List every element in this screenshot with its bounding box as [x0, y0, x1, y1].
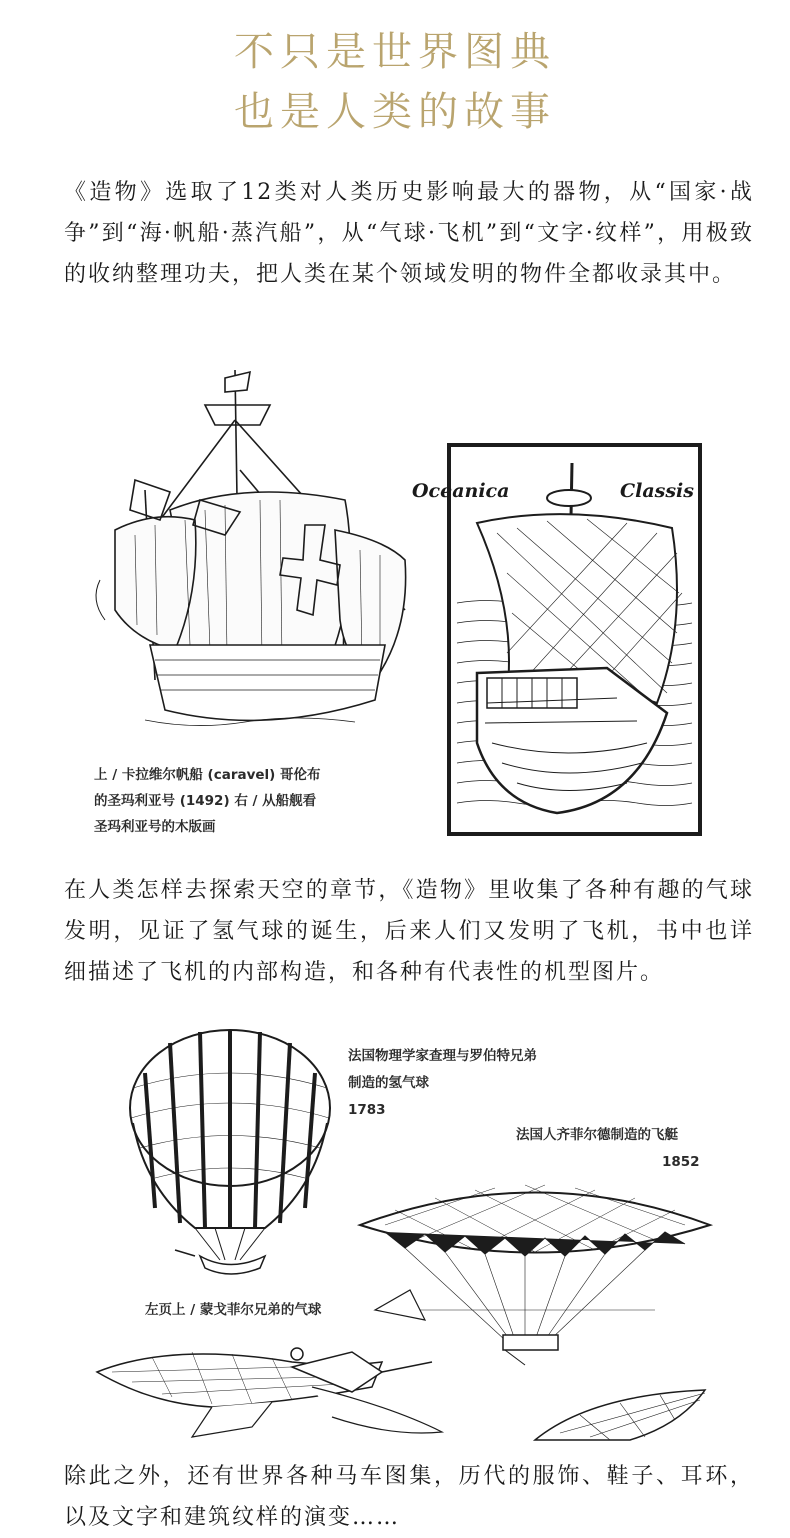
ship-caption-line-2: 的圣玛利亚号 (1492) 右 / 从船舰看	[94, 793, 317, 809]
wing-fragment-illustration	[530, 1385, 710, 1445]
woodcut-title-right: Classis	[620, 480, 694, 502]
ship-caption-line-3: 圣玛利亚号的木版画	[94, 819, 216, 835]
intro-paragraph: 《造物》选取了12类对人类历史影响最大的器物，从“国家·战争”到“海·帆船·蒸汽船”，从“气球·飞机”到“文字·纹样”，用极致的收纳整理功夫，把人类在某个领域发明的物件全都收录其中。	[64, 180, 754, 287]
title-line-1: 不只是世界图典	[234, 29, 556, 75]
airship-year: 1852	[662, 1154, 700, 1170]
hydrogen-year: 1783	[348, 1102, 386, 1118]
caravel-illustration	[75, 360, 425, 755]
airship-caption: 法国人齐菲尔德制造的飞艇	[516, 1127, 678, 1143]
hydrogen-caption-line-2: 制造的氢气球	[348, 1075, 429, 1091]
ornithopter-illustration	[92, 1332, 452, 1442]
title-line-2: 也是人类的故事	[234, 89, 556, 135]
woodcut-title-left: Oceanica	[412, 480, 510, 502]
sky-paragraph: 在人类怎样去探索天空的章节，《造物》里收集了各种有趣的气球发明，见证了氢气球的诞生，后来人们又发明了飞机，书中也详细描述了飞机的内部构造，和各种有代表性的机型图片。	[64, 878, 754, 985]
ship-caption-line-1: 上 / 卡拉维尔帆船 (caravel) 哥伦布	[94, 767, 321, 783]
montgolfier-balloon-illustration	[125, 1028, 340, 1283]
montgolfier-caption: 左页上 / 蒙戈菲尔兄弟的气球	[145, 1302, 322, 1318]
ship-caption	[94, 762, 394, 840]
hydrogen-caption-line-1: 法国物理学家查理与罗伯特兄弟	[348, 1048, 537, 1064]
other-paragraph: 除此之外，还有世界各种马车图集，历代的服饰、鞋子、耳环，以及文字和建筑纹样的演变……	[64, 1464, 754, 1530]
